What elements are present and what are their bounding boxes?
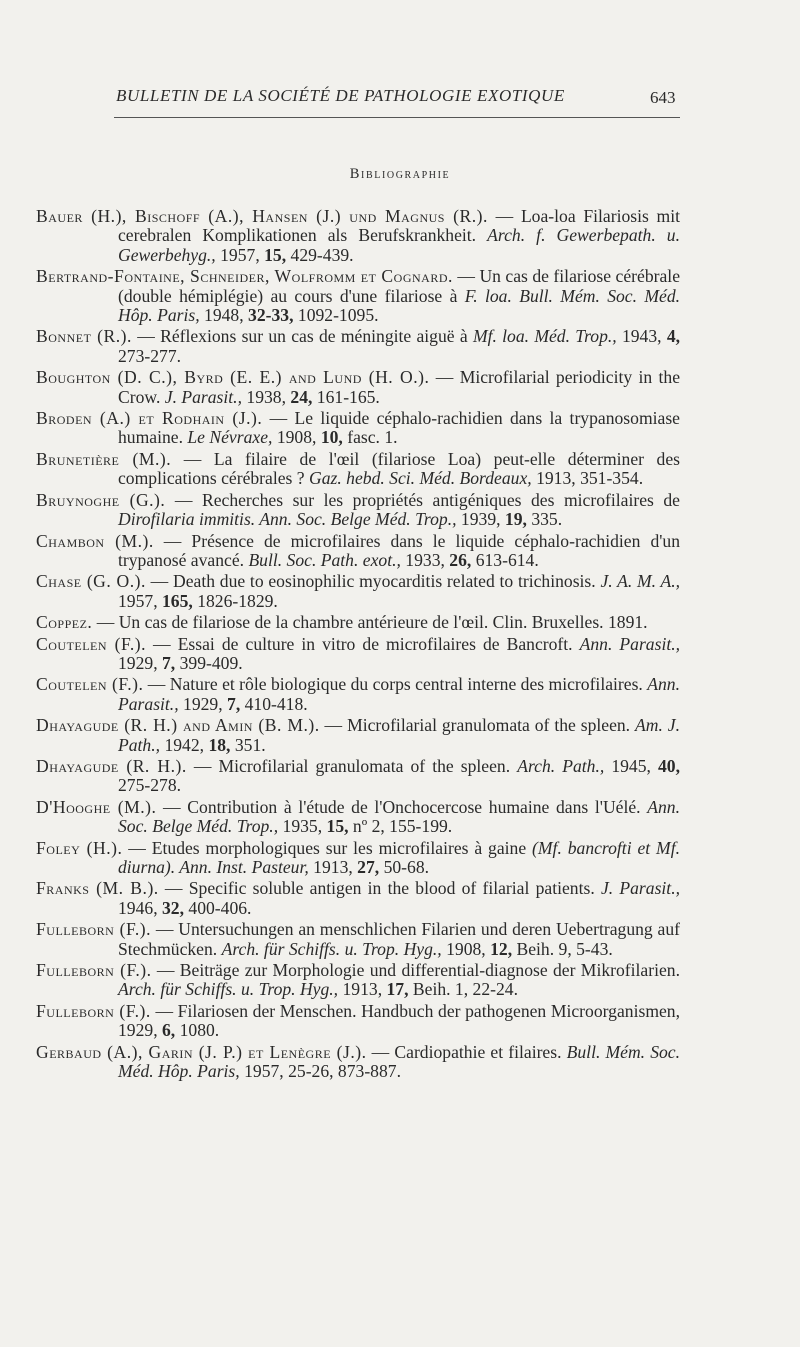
reference-title: Cardiopathie et filaires. [394,1041,562,1062]
reference-year: 1913, [313,857,353,877]
reference-volume: 32-33, [248,305,294,326]
reference-year: 1929, [183,693,223,714]
reference-volume: 24, [290,386,313,407]
reference-source: Arch. für Schiffs. u. Trop. Hyg., [118,979,339,1000]
reference-title: Recherches sur les propriétés antigéniques des microfilaires de [201,489,680,510]
reference-source: Arch. Path., [517,755,605,776]
reference-volume: 17, [386,979,409,1000]
reference-title: Présence de microfilaires dans le liquide céphalo-rachidien d'un trypanosé avancé. [118,530,680,570]
reference-author: Dhayagude (R. H.). [36,755,187,776]
reference-source: F. loa. Bull. Mém. Soc. Méd. Hôp. Paris, [118,285,681,326]
header-rule [114,117,680,118]
reference-author: Fulleborn (F.). [36,919,151,940]
reference-pages: 351-354. [580,468,644,489]
reference-pages: 1080. [179,1020,220,1041]
reference-year: 1957, [220,244,260,265]
page-number: 643 [650,88,676,107]
reference-entry: D'Hooghe (M.). — Contribution à l'étude de l'Onchocercose humaine dans l'Uélé. Ann. Soc. Belge Méd. Trop., 1935, 15, nº 2, 155-199. [36,796,680,837]
reference-volume: 40, [658,755,680,776]
reference-author: Boughton (D. C.), Byrd (E. E.) and Lund (H. O.). [36,367,430,388]
reference-volume: 7, [162,652,176,673]
reference-title: Microfilarial granulomata of the spleen. [218,755,511,776]
reference-source: J. Parasit., [600,878,680,899]
reference-entry: Bonnet (R.). — Réflexions sur un cas de méningite aiguë à Mf. loa. Méd. Trop., 1943, 4, 273-277. [36,326,681,366]
reference-volume: 165, [162,590,193,611]
reference-title: Beiträge zur Morphologie und differential-diagnose der Mikrofilarien. [179,960,680,981]
reference-entry: Bruynoghe (G.). — Recherches sur les propriétés antigéniques des microfilaires de Dirofilaria immitis. Ann. Soc. Belge Méd. Trop., 1939, 19, 335. [36,489,680,530]
reference-year: 1939, [460,509,501,530]
reference-source: Bull. Soc. Path. exot., [248,549,401,570]
reference-title: Le liquide céphalo-rachidien dans la trypanosomiase humaine. [118,408,680,448]
reference-title: Filariosen der Menschen. Handbuch der pathogenen Microorganismen, [177,1000,681,1021]
reference-year: 1957, [244,1061,284,1082]
reference-source: Am. J. Path., [118,715,681,755]
reference-author: Coutelen (F.). [36,633,146,654]
reference-title: Loa-loa Filariosis mit cerebralen Komplikationen als Berufskrankheit. [118,206,680,246]
reference-pages: Beih. 1, 22-24. [412,979,518,1000]
reference-year: 1935, [282,816,323,837]
reference-year: 1942, [164,734,205,755]
bibliography-list [36,207,680,1083]
reference-year: 1946, [118,897,158,918]
reference-author: Brunetière (M.). [36,448,172,469]
reference-pages: 273-277. [118,345,182,366]
reference-author: Coppez. [36,612,93,633]
reference-volume: 32, [162,897,184,918]
reference-source: J. Parasit., [164,386,242,407]
reference-year: 1948, [204,305,244,326]
reference-volume: 10, [320,427,343,448]
reference-pages: 50-68. [383,857,430,877]
reference-entry: Chase (G. O.). — Death due to eosinophilic myocarditis related to trichinosis. J. A. M. A., 1957, 165, 1826-1829. [36,571,681,611]
reference-pages: 351. [234,734,266,755]
reference-volume: 4, [666,326,681,347]
reference-source: Ann. Soc. Belge Méd. Trop., [118,796,680,837]
reference-entry: Dhayagude (R. H.) and Amin (B. M.). — Microfilarial granulomata of the spleen. Am. J. Path., 1942, 18, 351. [36,715,681,755]
reference-volume: 6, [162,1020,176,1041]
reference-year: 1913, [342,979,383,1000]
reference-volume: 15, [326,816,349,837]
reference-title: Specific soluble antigen in the blood of filarial patients. [188,878,595,899]
reference-author: Chambon (M.). [36,530,154,551]
reference-author: Bertrand-Fontaine, Schneider, Wolfromm et Cognard. [36,266,453,287]
reference-entry: Gerbaud (A.), Garin (J. P.) et Lenègre (J.). — Cardiopathie et filaires. Bull. Mém. Soc. Méd. Hôp. Paris, 1957, 25-26, 873-887. [36,1041,680,1082]
reference-title: Untersuchungen an menschlichen Filarien und deren Uebertragung auf Stechmücken. [118,919,680,959]
reference-entry: Fulleborn (F.). — Untersuchungen an menschlichen Filarien und deren Uebertragung auf Stechmücken. Arch. für Schiffs. u. Trop. Hyg., 1908, 12, Beih. 9, 5-43. [36,919,680,959]
reference-author: D'Hooghe (M.). [36,796,157,817]
reference-year: 1908, [276,427,317,448]
reference-volume: 26, [449,549,472,570]
reference-author: Coutelen (F.). [36,674,144,695]
reference-volume: 19, [504,509,527,530]
reference-title: Nature et rôle biologique du corps central interne des microfilaires. [169,674,643,695]
reference-pages: 25-26, 873-887. [288,1061,401,1082]
reference-volume: 12, [490,938,513,959]
reference-entry: Boughton (D. C.), Byrd (E. E.) and Lund (H. O.). — Microfilarial periodicity in the Crow. J. Parasit., 1938, 24, 161-165. [36,367,681,407]
reference-title: Un cas de filariose cérébrale (double hémiplégie) au cours d'une filariose à [118,266,680,306]
reference-volume: 15, [264,244,287,265]
reference-entry: Fulleborn (F.). — Beiträge zur Morphologie und differential-diagnose der Mikrofilarien. Arch. für Schiffs. u. Trop. Hyg., 1913, 17, Beih. 1, 22-24. [36,960,680,1000]
reference-pages: 335. [531,509,563,530]
reference-author: Broden (A.) et Rodhain (J.). [36,408,263,429]
reference-title: La filaire de l'œil (filariose Loa) peut-elle déterminer des complications cérébrales ? [118,448,680,489]
reference-pages: 275-278. [118,775,182,796]
reference-title: Death due to eosinophilic myocarditis related to trichinosis. [173,571,596,592]
reference-author: Chase (G. O.). [36,571,146,592]
running-head: BULLETIN DE LA SOCIÉTÉ DE PATHOLOGIE EXOTIQUE [116,86,565,105]
reference-author: Gerbaud (A.), Garin (J. P.) et Lenègre (J.). [36,1041,367,1062]
reference-title: Essai de culture in vitro de microfilaires de Bancroft. [177,633,573,654]
reference-author: Fulleborn (F.). [36,1000,151,1021]
reference-entry: Bauer (H.), Bischoff (A.), Hansen (J.) und Magnus (R.). — Loa-loa Filariosis mit cerebralen Komplikationen als Berufskrankheit. Arch. f. Gewerbepath. u. Gewerbehyg., 1957, 15, 429-439. [36,206,680,265]
reference-year: 1957, [118,590,158,611]
reference-pages: nº 2, 155-199. [352,816,453,837]
reference-pages: Beih. 9, 5-43. [516,938,613,959]
reference-year: 1945, [611,755,651,776]
reference-pages: 410-418. [244,693,308,714]
reference-author: Franks (M. B.). [36,878,159,899]
reference-source: Arch. f. Gewerbepath. u. Gewerbehyg., [118,225,680,265]
reference-entry: Coutelen (F.). — Nature et rôle biologique du corps central interne des microfilaires. Ann. Parasit., 1929, 7, 410-418. [36,674,680,714]
reference-entry: Fulleborn (F.). — Filariosen der Menschen. Handbuch der pathogenen Microorganismen, 1929, 6, 1080. [36,1000,681,1041]
reference-entry: Foley (H.). — Etudes morphologiques sur les microfilaires à gaine (Mf. bancrofti et Mf. diurna). Ann. Inst. Pasteur, 1913, 27, 50-68. [36,837,680,877]
reference-source: J. A. M. A., [600,571,681,592]
reference-entry: Coutelen (F.). — Essai de culture in vitro de microfilaires de Bancroft. Ann. Parasit., 1929, 7, 399-409. [36,633,681,673]
reference-title: Microfilarial periodicity in the Crow. [118,367,681,407]
reference-pages: 429-439. [290,244,354,265]
reference-source: Dirofilaria immitis. Ann. Soc. Belge Méd. Trop., [118,509,457,530]
reference-author: Bauer (H.), Bischoff (A.), Hansen (J.) und Magnus (R.). [36,206,488,226]
section-title: Bibliographie [349,166,451,182]
reference-entry: Brunetière (M.). — La filaire de l'œil (filariose Loa) peut-elle déterminer des complications cérébrales ? Gaz. hebd. Sci. Méd. Bordeaux, 1913, 351-354. [36,448,680,489]
reference-year: 1938, [246,386,286,407]
reference-entry: Dhayagude (R. H.). — Microfilarial granulomata of the spleen. Arch. Path., 1945, 40, 275-278. [36,755,680,796]
reference-year: 1913, [536,468,576,489]
reference-entry: Broden (A.) et Rodhain (J.). — Le liquide céphalo-rachidien dans la trypanosomiase humaine. Le Névraxe, 1908, 10, fasc. 1. [36,408,680,448]
reference-author: Bonnet (R.). [36,326,132,347]
reference-entry: Franks (M. B.). — Specific soluble antigen in the blood of filarial patients. J. Parasit., 1946, 32, 400-406. [36,878,680,918]
reference-volume: 27, [357,857,380,877]
reference-pages: 1826-1829. [197,590,278,611]
reference-source: (Mf. bancrofti et Mf. diurna). Ann. Inst. Pasteur, [118,837,680,877]
reference-title: Contribution à l'étude de l'Onchocercose humaine dans l'Uélé. [187,796,641,817]
reference-volume: 18, [208,734,231,755]
reference-source: Arch. für Schiffs. u. Trop. Hyg., [221,938,442,959]
reference-year: 1929, [118,1020,158,1041]
reference-source: Gaz. hebd. Sci. Méd. Bordeaux, [309,468,532,489]
reference-author: Foley (H.). [36,837,123,858]
reference-author: Dhayagude (R. H.) and Amin (B. M.). [36,715,320,736]
reference-source: Ann. Parasit., [118,674,680,714]
reference-title: Etudes morphologiques sur les microfilaires à gaine [151,837,527,858]
reference-source: Mf. loa. Méd. Trop., [472,326,617,347]
reference-author: Bruynoghe (G.). [36,489,166,510]
reference-author: Fulleborn (F.). [36,960,152,981]
reference-year: 1929, [118,652,158,673]
reference-pages: 613-614. [475,549,539,570]
reference-pages: 161-165. [316,386,380,407]
reference-pages: 399-409. [179,652,243,673]
reference-source: Ann. Parasit., [579,633,681,654]
reference-entry: Bertrand-Fontaine, Schneider, Wolfromm et Cognard. — Un cas de filariose cérébrale (double hémiplégie) au cours d'une filariose à F. loa. Bull. Mém. Soc. Méd. Hôp. Paris, 1948, 32-33, 1092-1095. [36,266,681,326]
reference-pages: 1092-1095. [297,305,379,326]
reference-year: 1908, [446,938,486,959]
reference-title: Un cas de filariose de la chambre antérieure de l'œil. Clin. Bruxelles. 1891. [118,612,648,633]
reference-pages: 400-406. [188,897,252,918]
reference-year: 1943, [621,326,662,347]
reference-title: Microfilarial granulomata of the spleen. [347,715,631,736]
reference-source: Bull. Mém. Soc. Méd. Hôp. Paris, [118,1041,680,1082]
reference-pages: fasc. 1. [347,427,398,448]
reference-title: Réflexions sur un cas de méningite aiguë à [160,326,468,347]
reference-volume: 7, [227,693,241,714]
reference-source: Le Névraxe, [187,427,273,448]
reference-year: 1933, [405,549,445,570]
reference-entry: Chambon (M.). — Présence de microfilaires dans le liquide céphalo-rachidien d'un trypanosé avancé. Bull. Soc. Path. exot., 1933, 26, 613-614. [36,530,680,570]
reference-entry: Coppez. — Un cas de filariose de la chambre antérieure de l'œil. Clin. Bruxelles. 1891. [36,612,648,633]
